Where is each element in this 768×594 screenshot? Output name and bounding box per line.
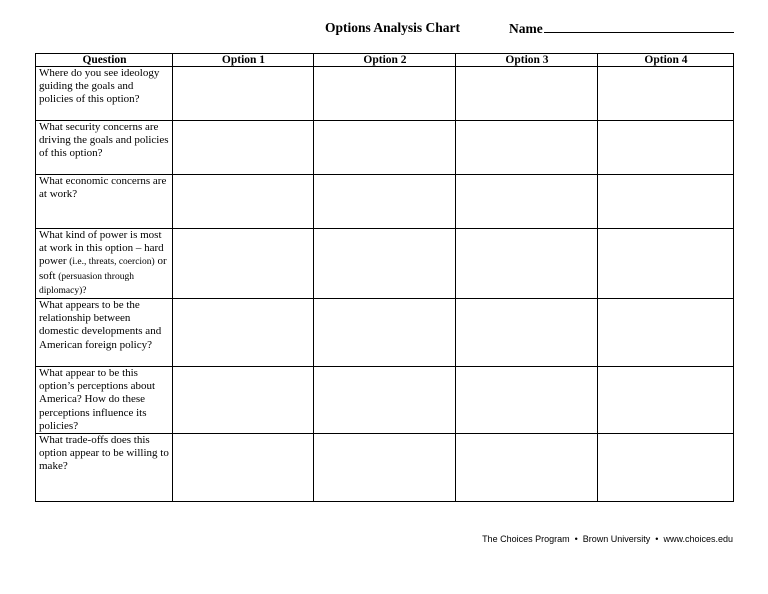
page-footer [482,534,733,544]
question-power-soft-text: or soft [39,255,167,282]
table-row [36,175,734,229]
footer-university: Brown University [582,534,651,544]
question-power-soft-examples: (persuasion through diplomacy) [39,271,134,296]
answer-cell-option-1[interactable] [173,121,314,175]
answer-cell-option-4[interactable] [598,175,734,229]
table-row [36,229,734,299]
name-blank-line[interactable] [544,20,734,33]
answer-cell-option-2[interactable] [314,229,456,299]
question-economic: What economic concerns are at work? [36,175,173,229]
footer-program: The Choices Program [482,534,570,544]
question-perceptions: What appear to be this option’s perceptions about America? How do these perceptions influence its policies? [36,367,173,434]
answer-cell-option-3[interactable] [456,121,598,175]
answer-cell-option-3[interactable] [456,299,598,367]
question-power-end: ? [82,285,87,296]
answer-cell-option-1[interactable] [173,434,314,502]
answer-cell-option-1[interactable] [173,299,314,367]
column-header-question: Question [36,54,173,67]
name-field[interactable] [509,20,734,37]
column-header-option-2: Option 2 [314,54,456,67]
question-power-text: What kind of power is most at work in this option – hard power [39,229,164,268]
answer-cell-option-2[interactable] [314,434,456,502]
table-row [36,367,734,434]
answer-cell-option-2[interactable] [314,367,456,434]
question-ideology: Where do you see ideology guiding the goals and policies of this option? [36,67,173,121]
options-analysis-table [35,53,734,502]
page-header [0,20,768,40]
answer-cell-option-4[interactable] [598,434,734,502]
answer-cell-option-3[interactable] [456,175,598,229]
answer-cell-option-2[interactable] [314,175,456,229]
table-row [36,299,734,367]
column-header-option-1: Option 1 [173,54,314,67]
answer-cell-option-4[interactable] [598,229,734,299]
answer-cell-option-1[interactable] [173,175,314,229]
footer-website[interactable]: www.choices.edu [663,534,733,544]
column-header-option-4: Option 4 [598,54,734,67]
answer-cell-option-4[interactable] [598,121,734,175]
answer-cell-option-3[interactable] [456,367,598,434]
table-row [36,67,734,121]
question-tradeoffs: What trade-offs does this option appear to be willing to make? [36,434,173,502]
table-row [36,434,734,502]
answer-cell-option-1[interactable] [173,367,314,434]
footer-separator: • [574,534,578,544]
answer-cell-option-4[interactable] [598,67,734,121]
question-domestic: What appears to be the relationship between domestic developments and American foreign policy? [36,299,173,367]
answer-cell-option-2[interactable] [314,299,456,367]
answer-cell-option-2[interactable] [314,121,456,175]
name-label: Name [509,21,543,36]
answer-cell-option-4[interactable] [598,367,734,434]
table-row [36,121,734,175]
answer-cell-option-1[interactable] [173,67,314,121]
answer-cell-option-4[interactable] [598,299,734,367]
column-header-option-3: Option 3 [456,54,598,67]
answer-cell-option-3[interactable] [456,67,598,121]
question-power [36,229,173,299]
answer-cell-option-3[interactable] [456,229,598,299]
answer-cell-option-3[interactable] [456,434,598,502]
footer-separator: • [655,534,659,544]
question-power-hard-examples: (i.e., threats, coercion) [69,257,155,268]
answer-cell-option-2[interactable] [314,67,456,121]
table-header-row [36,54,734,67]
answer-cell-option-1[interactable] [173,229,314,299]
question-security: What security concerns are driving the goals and policies of this option? [36,121,173,175]
chart-title: Options Analysis Chart [325,20,461,35]
